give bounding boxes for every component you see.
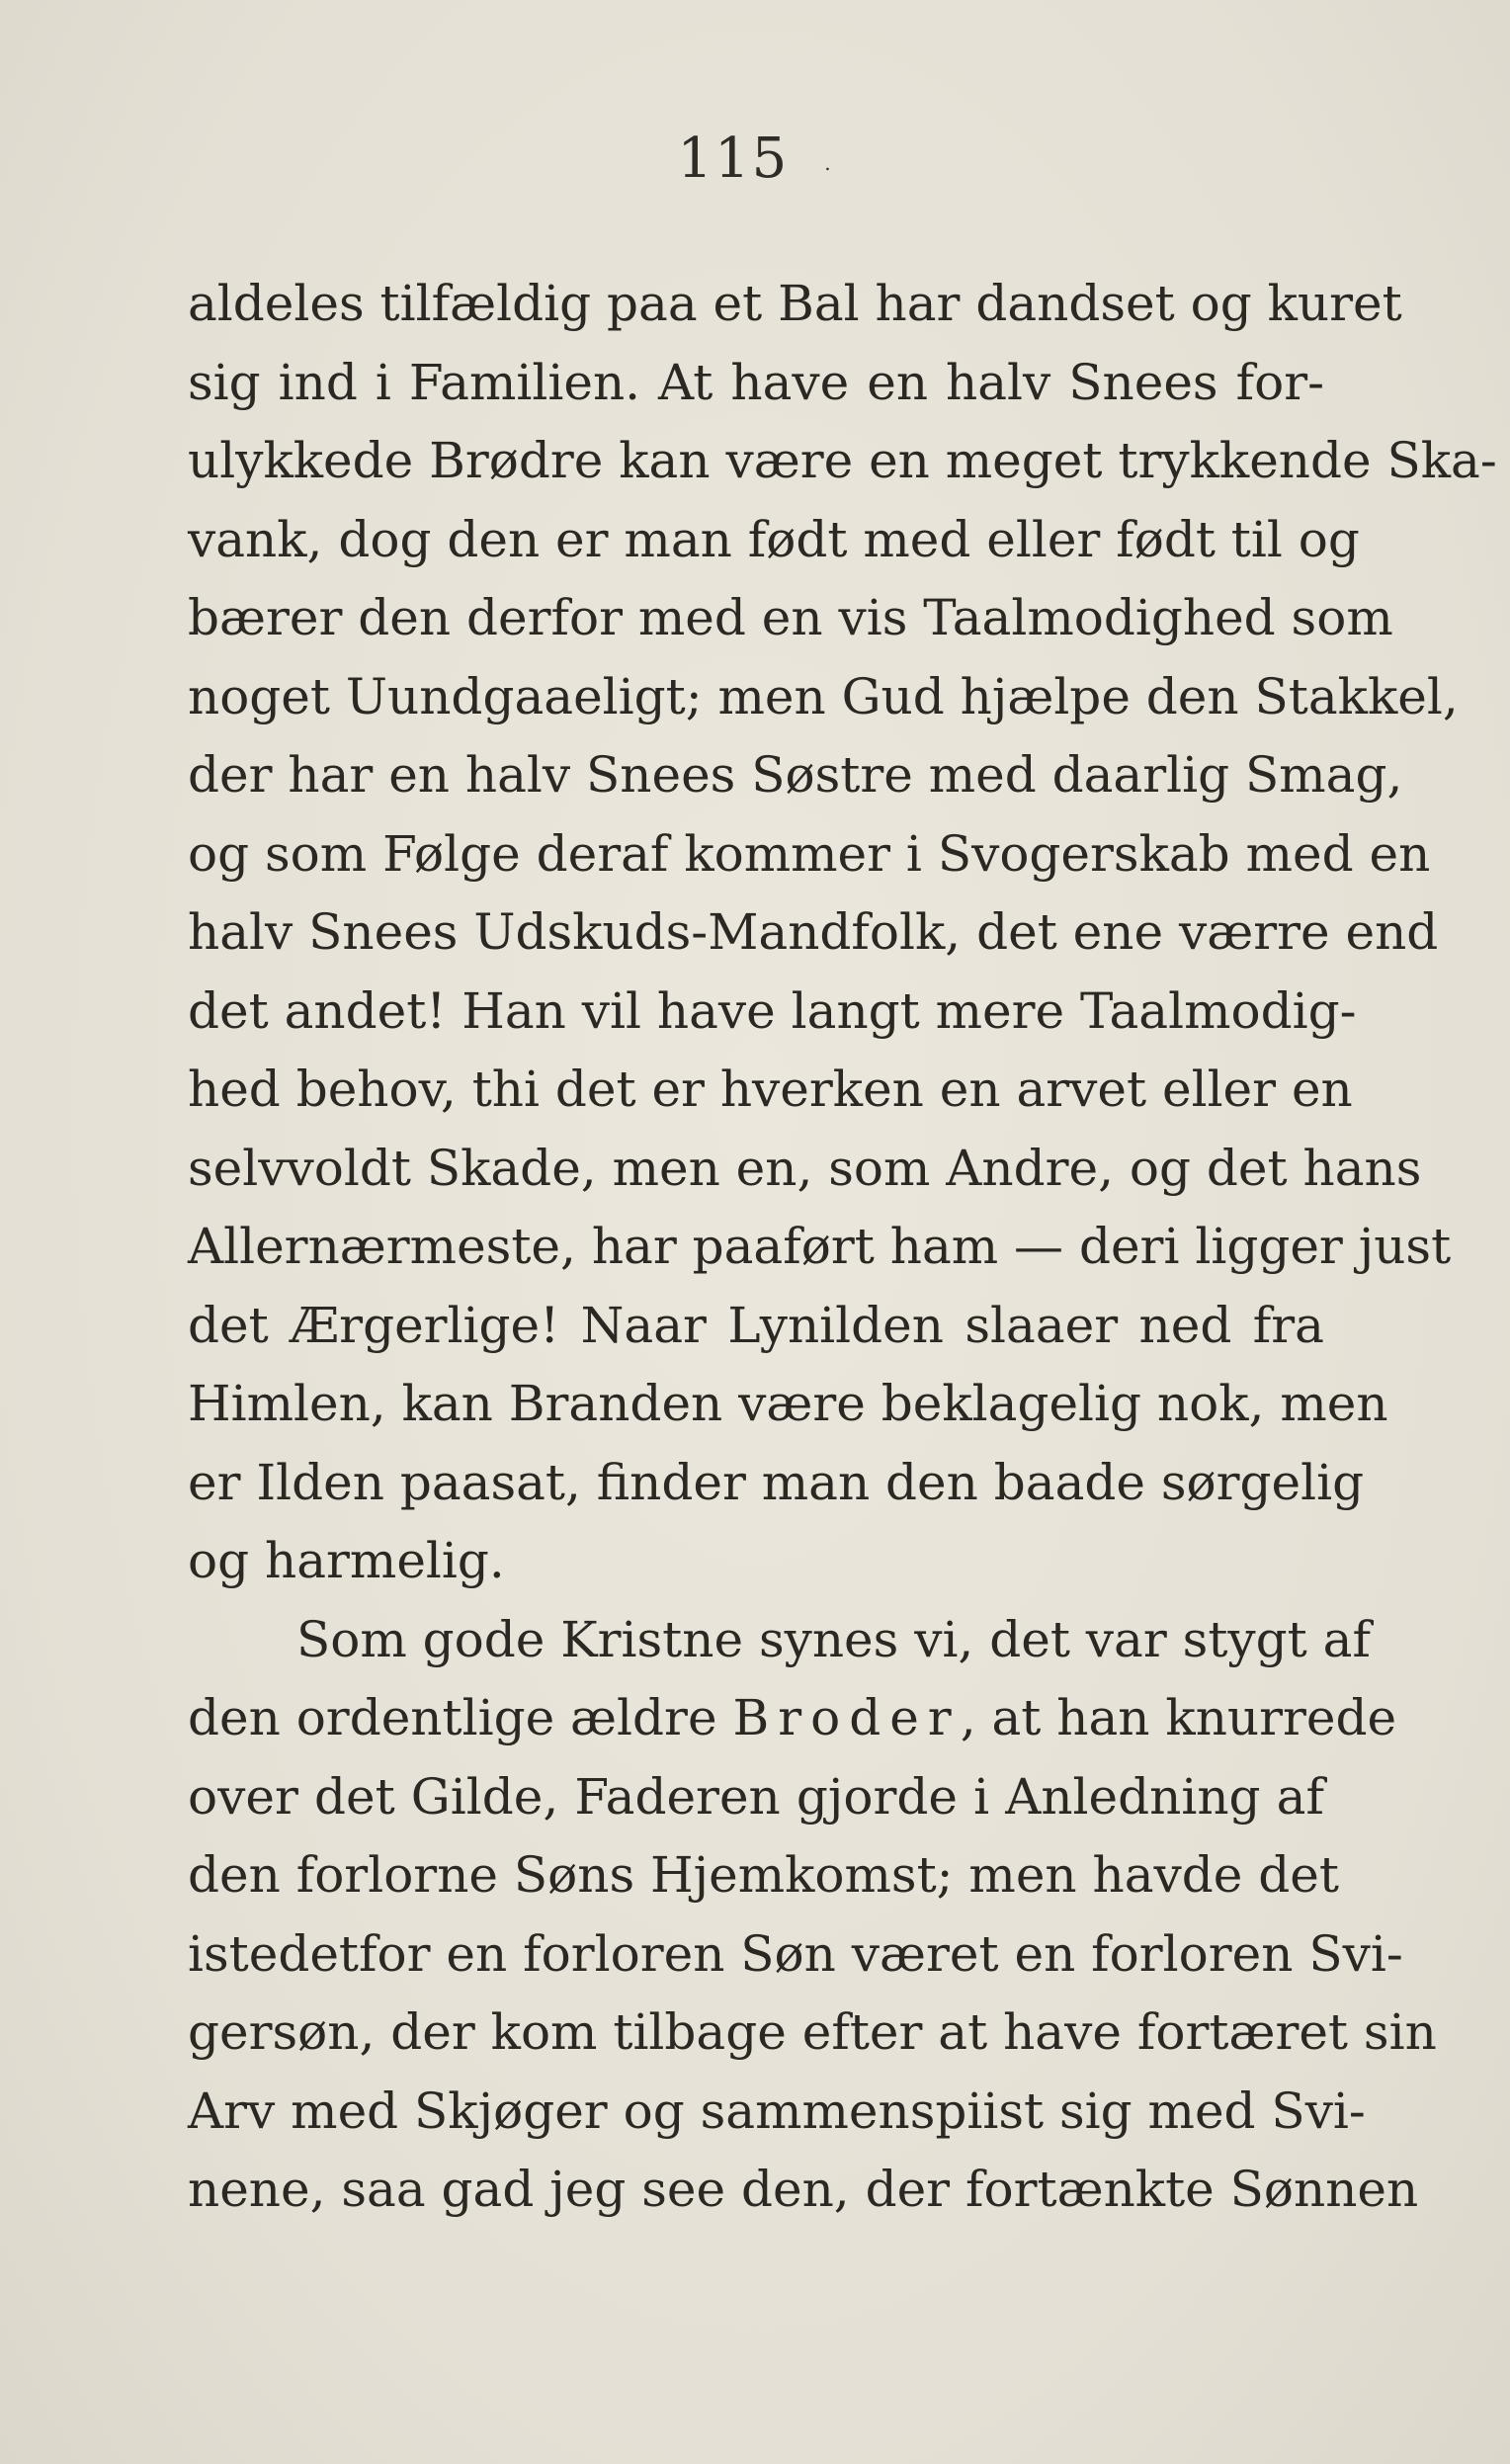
text-line: og harmelig. xyxy=(188,1532,505,1589)
text-segment: , at han knurrede xyxy=(960,1689,1397,1746)
text-line: over det Gilde, Faderen gjorde i Anledning af xyxy=(188,1767,1324,1826)
text-line-composite xyxy=(188,1679,1397,1758)
text-line: Allernærmeste, har paaført ham — deri ligger just xyxy=(188,1218,1452,1275)
page-number xyxy=(0,127,1510,191)
text-line: er Ilden paasat, finder man den baade sørgelig xyxy=(188,1453,1365,1511)
text-line: vank, dog den er man født med eller født til og xyxy=(188,510,1360,568)
text-line: der har en halv Snees Søstre med daarlig Smag, xyxy=(188,746,1403,804)
emphasized-word: Broder xyxy=(732,1689,961,1746)
paragraph-2 xyxy=(188,1601,1437,2230)
text-line: den forlorne Søns Hjemkomst; men havde det xyxy=(188,1846,1339,1904)
text-line: selvvoldt Skade, men en, som Andre, og det hans xyxy=(188,1139,1422,1197)
text-line: noget Uundgaaeligt; men Gud hjælpe den Stakkel, xyxy=(188,667,1459,725)
page-number-value: 115 xyxy=(677,127,790,191)
text-line: hed behov, thi det er hverken en arvet eller en xyxy=(188,1061,1353,1118)
body-text xyxy=(188,265,1497,2230)
text-line: og som Følge deraf kommer i Svogerskab med en xyxy=(188,824,1431,883)
paragraph-1 xyxy=(188,265,1497,1601)
text-line: det andet! Han vil have langt mere Taalmodig- xyxy=(188,981,1357,1040)
page-number-mark: . xyxy=(824,150,833,175)
text-line: nene, saa gad jeg see den, der fortænkte Sønnen xyxy=(188,2161,1419,2218)
text-line: istedetfor en forloren Søn været en forloren Svi- xyxy=(188,1924,1403,1983)
text-line: Arv med Skjøger og sammenspiist sig med Svi- xyxy=(188,2082,1366,2140)
text-line: aldeles tilfældig paa et Bal har dandset og kuret xyxy=(188,275,1402,332)
text-line: bærer den derfor med en vis Taalmodighed som xyxy=(188,589,1393,646)
text-line: halv Snees Udskuds-Mandfolk, det ene værre end xyxy=(188,903,1439,961)
text-line: sig ind i Familien. At have en halv Snees for- xyxy=(188,353,1324,411)
text-line: det Ærgerlige! Naar Lynilden slaaer ned fra xyxy=(188,1296,1324,1354)
text-line: Himlen, kan Branden være beklagelig nok, men xyxy=(188,1375,1388,1432)
text-line: ulykkede Brødre kan være en meget trykkende Ska- xyxy=(188,432,1497,489)
text-line: gersøn, der kom tilbage efter at have fortæret sin xyxy=(188,2003,1437,2061)
text-line: Som gode Kristne synes vi, det var stygt af xyxy=(296,1610,1371,1668)
text-segment: den ordentlige ældre xyxy=(188,1689,717,1746)
